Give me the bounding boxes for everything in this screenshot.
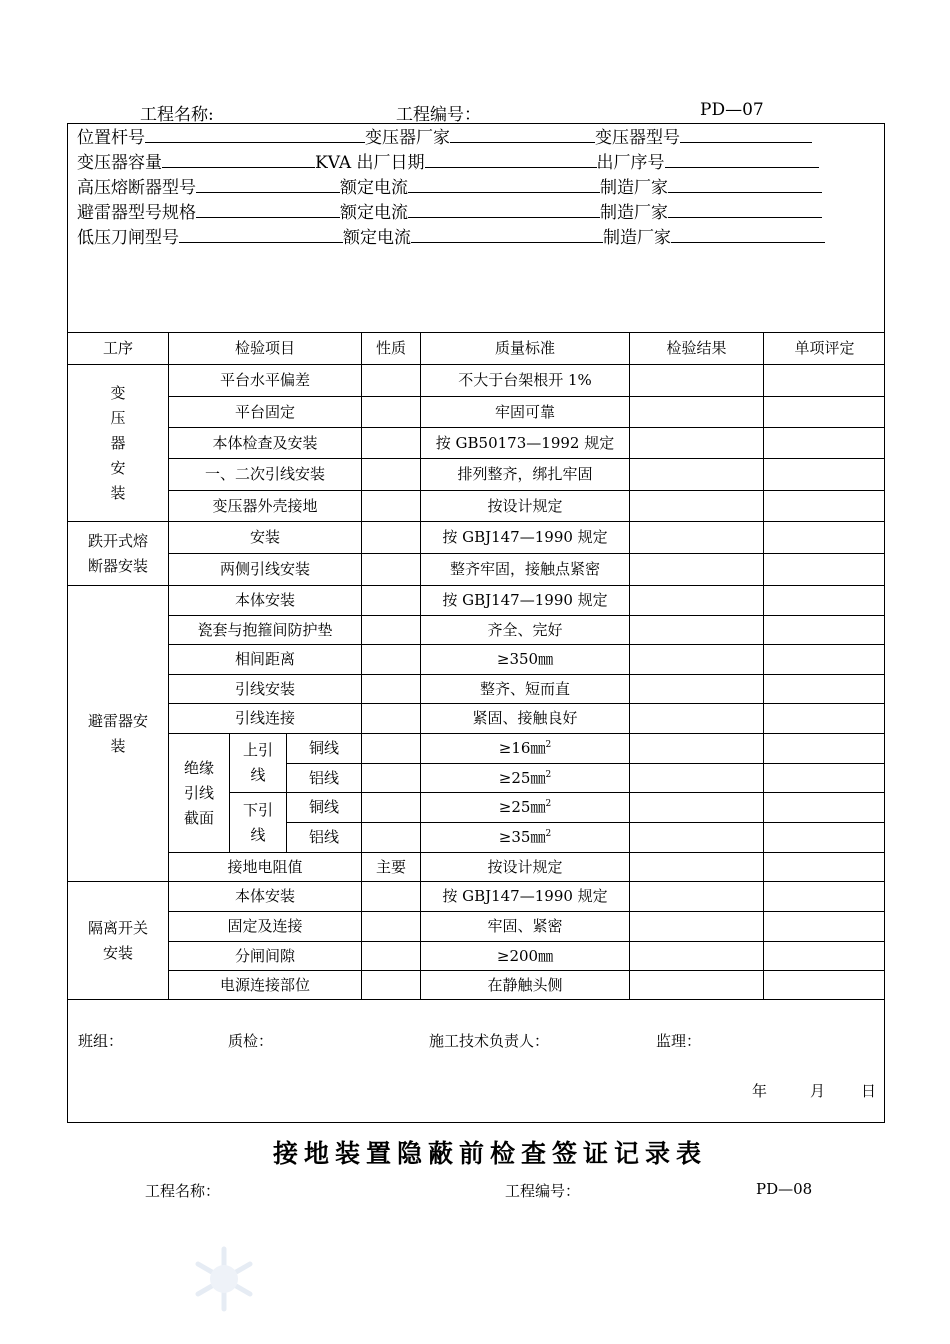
row-item: 引线安装 — [234, 679, 295, 698]
info-label: KVA 出厂日期 — [315, 153, 425, 173]
row-item: 铝线 — [308, 768, 339, 787]
row-item: 本体安装 — [234, 591, 295, 609]
row-standard: ≥200㎜ — [496, 946, 554, 965]
info-label: 额定电流 — [343, 228, 411, 248]
col-header-rating: 单项评定 — [794, 339, 855, 357]
fill-line[interactable] — [145, 126, 365, 143]
row-item: 平台水平偏差 — [219, 371, 310, 389]
row-standard: 牢固、紧密 — [487, 917, 563, 935]
grid-line — [361, 733, 362, 852]
info-row-3 — [77, 176, 822, 200]
fill-line[interactable] — [671, 226, 825, 243]
info-row-2 — [77, 151, 819, 175]
info-label: 制造厂家 — [603, 228, 671, 248]
info-label: 出厂序号 — [596, 153, 665, 173]
row-item: 两侧引线安装 — [219, 560, 310, 578]
grid-line — [763, 332, 764, 999]
sign-supervisor: 监理： — [656, 1032, 702, 1050]
row-item: 一、二次引线安装 — [204, 465, 325, 483]
info-label: 避雷器型号规格 — [77, 203, 196, 223]
next-form-code: PD—08 — [756, 1180, 813, 1198]
row-item: 铜线 — [308, 798, 339, 816]
section-transformer: 变 压 器 安 装 — [110, 383, 126, 502]
info-label: 变压器容量 — [77, 153, 162, 173]
next-project-name-label: 工程名称： — [145, 1182, 221, 1200]
form-code: PD—07 — [700, 100, 764, 120]
row-standard: 齐全、完好 — [487, 620, 563, 639]
snowflake-watermark-icon — [188, 1243, 260, 1315]
grid-line — [629, 332, 630, 999]
row-item: 铝线 — [308, 828, 339, 846]
row-item: 本体安装 — [234, 887, 295, 905]
row-item: 平台固定 — [234, 402, 295, 421]
col-header-result: 检验结果 — [666, 339, 727, 357]
row-item: 安装 — [249, 528, 280, 546]
col-header-item: 检验项目 — [234, 339, 295, 357]
info-label: 额定电流 — [340, 178, 408, 198]
info-label: 额定电流 — [340, 203, 408, 223]
row-item: 变压器外壳接地 — [212, 496, 318, 515]
info-row-5 — [77, 226, 825, 250]
row-standard: 整齐、短而直 — [479, 679, 570, 698]
superscript: 2 — [545, 740, 552, 750]
grid-line — [67, 999, 885, 1000]
section-fuse: 跌开式熔 断器安装 — [87, 531, 148, 575]
subgroup-lower-lead: 下引 线 — [242, 800, 273, 844]
date-year: 年 — [752, 1082, 768, 1100]
info-label: 变压器型号 — [595, 128, 680, 148]
row-standard — [421, 764, 629, 792]
standard-text: ≥35㎜ — [498, 828, 546, 846]
info-row-1 — [77, 126, 812, 150]
sign-team: 班组： — [78, 1032, 124, 1050]
next-project-no-label: 工程编号： — [505, 1182, 581, 1200]
row-standard: ≥350㎜ — [496, 650, 554, 668]
row-item: 分闸间隙 — [234, 946, 295, 965]
fill-line[interactable] — [408, 176, 600, 193]
row-item: 固定及连接 — [227, 917, 303, 935]
standard-text: ≥25㎜ — [498, 768, 546, 787]
row-standard: 按 GB50173—1992 规定 — [435, 433, 615, 452]
fill-line[interactable] — [411, 226, 603, 243]
row-standard: 排列整齐，绑扎牢固 — [457, 465, 593, 483]
fill-line[interactable] — [425, 151, 597, 168]
sign-tech-lead: 施工技术负责人： — [429, 1032, 550, 1050]
fill-line[interactable] — [668, 176, 822, 193]
fill-line[interactable] — [196, 176, 340, 193]
section-arrester: 避雷器安 装 — [87, 711, 148, 755]
info-label: 制造厂家 — [600, 178, 668, 198]
row-standard: 按设计规定 — [487, 496, 563, 515]
subgroup-upper-lead: 上引 线 — [242, 741, 273, 784]
row-standard — [421, 793, 629, 822]
info-label: 低压刀闸型号 — [77, 228, 179, 248]
info-label: 制造厂家 — [600, 203, 668, 223]
fill-line[interactable] — [680, 126, 812, 143]
fill-line[interactable] — [665, 151, 819, 168]
row-item: 瓷套与抱箍间防护垫 — [197, 620, 333, 639]
row-standard: 按 GBJ147—1990 规定 — [442, 887, 608, 905]
row-standard: 按 GBJ147—1990 规定 — [442, 591, 608, 609]
row-standard: 按 GBJ147—1990 规定 — [442, 528, 608, 546]
info-label: 位置杆号 — [77, 128, 145, 148]
row-item: 接地电阻值 — [227, 857, 303, 876]
row-standard: 紧固、接触良好 — [472, 709, 578, 727]
standard-text: ≥16㎜ — [498, 739, 546, 757]
row-standard: 整齐牢固，接触点紧密 — [449, 560, 600, 578]
row-standard: 按设计规定 — [487, 857, 563, 876]
info-label: 高压熔断器型号 — [77, 178, 196, 198]
superscript: 2 — [545, 799, 552, 809]
sign-qc: 质检： — [228, 1032, 274, 1050]
fill-line[interactable] — [179, 226, 343, 243]
row-item: 引线连接 — [234, 709, 295, 727]
row-standard: 不大于台架根开 1% — [458, 371, 592, 389]
row-nature: 主要 — [375, 857, 406, 876]
grid-line — [361, 332, 362, 733]
fill-line[interactable] — [162, 151, 315, 168]
project-name-label: 工程名称: — [140, 105, 214, 125]
row-standard — [421, 734, 629, 763]
row-item: 本体检查及安装 — [212, 433, 318, 452]
next-form-title: 接地装置隐蔽前检查签证记录表 — [272, 1139, 707, 1168]
standard-text: ≥25㎜ — [498, 798, 546, 816]
col-header-nature: 性质 — [375, 339, 406, 357]
fill-line[interactable] — [668, 201, 822, 218]
date-day: 日 — [861, 1082, 877, 1100]
row-standard: 牢固可靠 — [494, 402, 555, 421]
info-row-4 — [77, 201, 822, 225]
info-label: 变压器厂家 — [365, 128, 450, 148]
row-standard: 在静触头侧 — [487, 975, 563, 994]
row-item: 相间距离 — [234, 650, 295, 668]
fill-line[interactable] — [450, 126, 595, 143]
date-month: 月 — [810, 1082, 826, 1100]
section-disconnector: 隔离开关 安装 — [87, 918, 148, 962]
fill-line[interactable] — [408, 201, 600, 218]
superscript: 2 — [545, 769, 552, 780]
col-header-process: 工序 — [102, 339, 133, 357]
row-item: 电源连接部位 — [219, 975, 310, 994]
fill-line[interactable] — [196, 201, 340, 218]
row-item: 铜线 — [308, 739, 339, 757]
col-header-standard: 质量标准 — [494, 339, 555, 357]
row-standard — [421, 823, 629, 852]
project-no-label: 工程编号： — [396, 105, 481, 125]
superscript: 2 — [545, 829, 552, 839]
subgroup-insulation-lead: 绝缘 引线 截面 — [183, 758, 214, 827]
